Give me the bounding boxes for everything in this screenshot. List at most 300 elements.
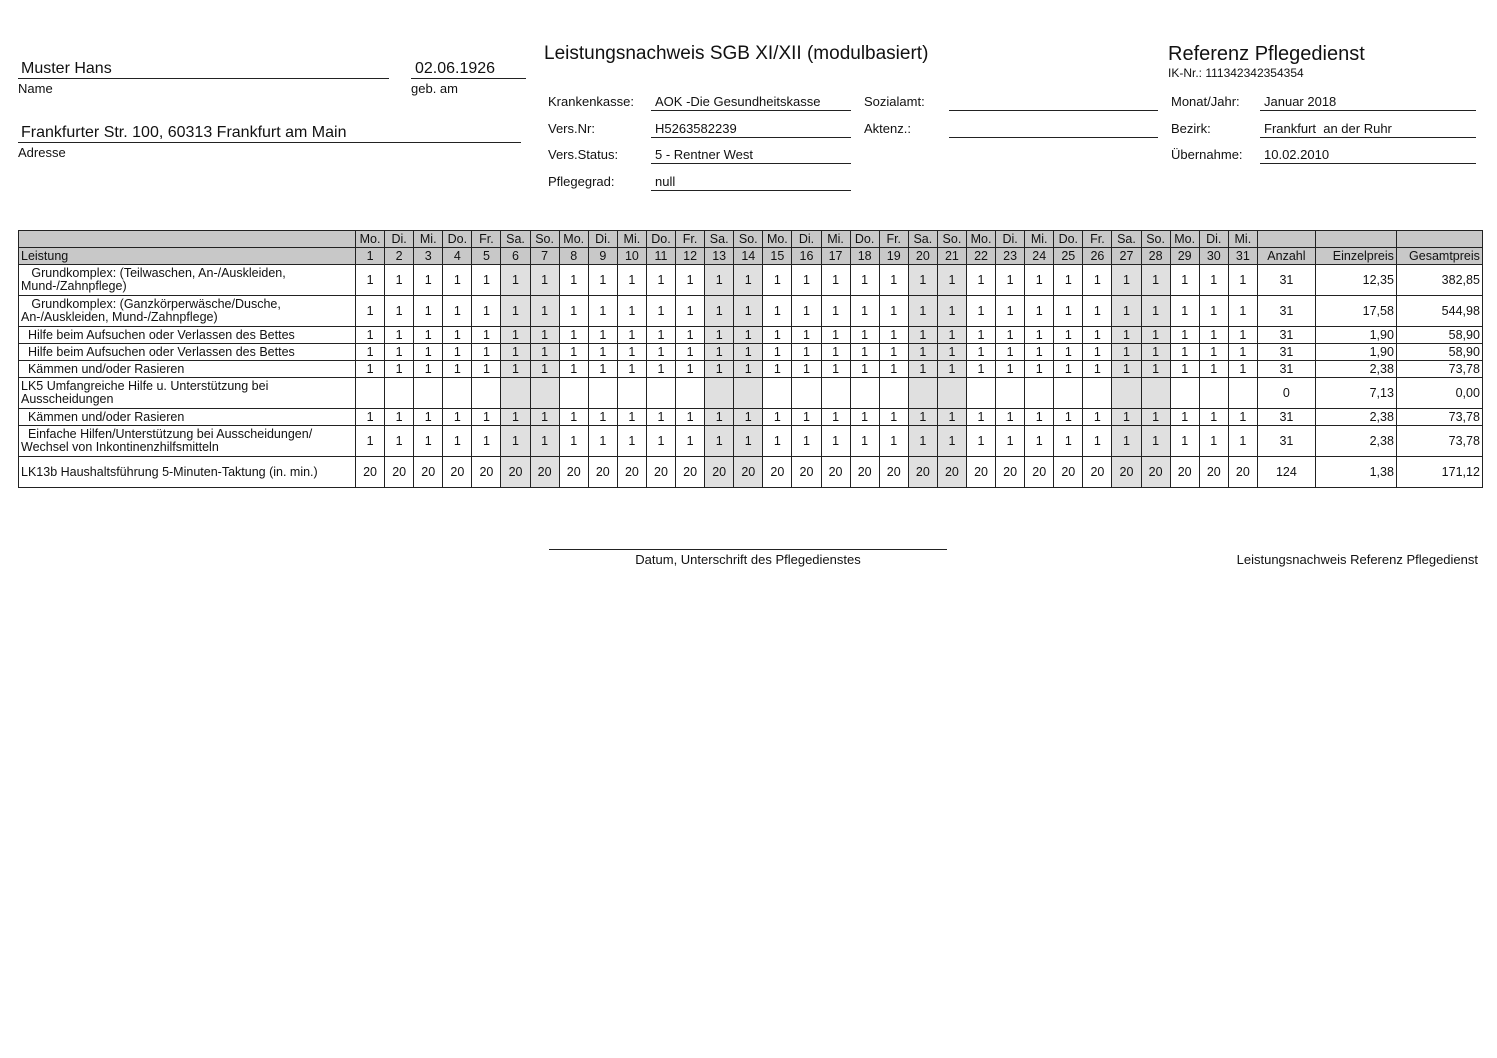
day-value-cell: 1 bbox=[734, 327, 763, 344]
day-value-cell: 1 bbox=[676, 265, 705, 296]
uebernahme-value: 10.02.2010 bbox=[1260, 147, 1476, 164]
day-number-cell: 10 bbox=[617, 248, 646, 265]
day-value-cell: 20 bbox=[356, 457, 385, 488]
weekday-cell: Mi. bbox=[414, 231, 443, 248]
einzelpreis-cell: 7,13 bbox=[1315, 378, 1396, 409]
day-number-cell: 26 bbox=[1083, 248, 1112, 265]
anzahl-cell: 31 bbox=[1257, 344, 1315, 361]
day-value-cell: 1 bbox=[356, 426, 385, 457]
day-number-cell: 15 bbox=[763, 248, 792, 265]
day-value-cell: 1 bbox=[1170, 344, 1199, 361]
day-value-cell: 1 bbox=[734, 409, 763, 426]
day-value-cell: 1 bbox=[879, 361, 908, 378]
day-value-cell: 1 bbox=[996, 327, 1025, 344]
leistung-cell: Kämmen und/oder Rasieren bbox=[19, 409, 356, 426]
day-value-cell: 1 bbox=[530, 361, 559, 378]
day-value-cell bbox=[734, 378, 763, 409]
day-value-cell: 1 bbox=[646, 296, 675, 327]
day-value-cell: 1 bbox=[937, 265, 966, 296]
day-value-cell: 1 bbox=[1228, 409, 1257, 426]
aktenz-value bbox=[949, 121, 1158, 138]
day-value-cell: 1 bbox=[763, 361, 792, 378]
weekday-cell: Mi. bbox=[1025, 231, 1054, 248]
krankenkasse-value: AOK -Die Gesundheitskasse bbox=[651, 94, 851, 111]
day-value-cell: 1 bbox=[443, 327, 472, 344]
monat-label: Monat/Jahr: bbox=[1171, 94, 1240, 109]
day-value-cell: 1 bbox=[472, 426, 501, 457]
day-value-cell: 1 bbox=[414, 409, 443, 426]
day-value-cell: 1 bbox=[850, 361, 879, 378]
day-value-cell: 1 bbox=[1025, 344, 1054, 361]
day-value-cell: 1 bbox=[501, 409, 530, 426]
day-value-cell: 1 bbox=[385, 327, 414, 344]
day-value-cell: 1 bbox=[559, 327, 588, 344]
day-value-cell: 1 bbox=[1083, 361, 1112, 378]
day-value-cell: 1 bbox=[676, 409, 705, 426]
day-value-cell: 20 bbox=[792, 457, 821, 488]
day-value-cell: 1 bbox=[821, 344, 850, 361]
day-value-cell: 1 bbox=[705, 296, 734, 327]
day-value-cell: 1 bbox=[908, 344, 937, 361]
anzahl-cell: 124 bbox=[1257, 457, 1315, 488]
day-value-cell bbox=[588, 378, 617, 409]
weekday-cell: Fr. bbox=[472, 231, 501, 248]
day-value-cell bbox=[908, 378, 937, 409]
day-value-cell: 1 bbox=[1083, 327, 1112, 344]
day-value-cell: 1 bbox=[1025, 361, 1054, 378]
day-value-cell: 1 bbox=[530, 327, 559, 344]
day-value-cell: 1 bbox=[588, 296, 617, 327]
day-value-cell: 1 bbox=[1141, 409, 1170, 426]
day-value-cell: 1 bbox=[1199, 265, 1228, 296]
day-value-cell: 1 bbox=[385, 344, 414, 361]
leistung-cell: Kämmen und/oder Rasieren bbox=[19, 361, 356, 378]
anzahl-cell: 31 bbox=[1257, 296, 1315, 327]
day-value-cell: 1 bbox=[356, 409, 385, 426]
weekday-header-row bbox=[19, 231, 1483, 248]
day-value-cell bbox=[763, 378, 792, 409]
provider-name: Referenz Pflegedienst bbox=[1168, 43, 1365, 65]
service-table bbox=[18, 230, 1483, 488]
day-value-cell: 1 bbox=[1141, 344, 1170, 361]
table-row bbox=[19, 426, 1483, 457]
day-value-cell: 20 bbox=[617, 457, 646, 488]
day-value-cell bbox=[1112, 378, 1141, 409]
day-value-cell: 1 bbox=[850, 296, 879, 327]
day-value-cell: 1 bbox=[1054, 344, 1083, 361]
day-value-cell: 1 bbox=[1141, 327, 1170, 344]
day-value-cell: 20 bbox=[1170, 457, 1199, 488]
day-value-cell bbox=[1025, 378, 1054, 409]
weekday-cell: Do. bbox=[646, 231, 675, 248]
day-value-cell: 1 bbox=[996, 265, 1025, 296]
weekday-cell: Mo. bbox=[559, 231, 588, 248]
day-value-cell: 1 bbox=[443, 344, 472, 361]
day-number-cell: 31 bbox=[1228, 248, 1257, 265]
weekday-cell: Mo. bbox=[966, 231, 995, 248]
day-value-cell: 1 bbox=[1141, 265, 1170, 296]
pflegegrad-label: Pflegegrad: bbox=[548, 174, 615, 189]
day-value-cell: 1 bbox=[937, 344, 966, 361]
day-value-cell: 1 bbox=[966, 265, 995, 296]
day-value-cell: 1 bbox=[646, 361, 675, 378]
day-value-cell: 1 bbox=[705, 265, 734, 296]
day-value-cell bbox=[385, 378, 414, 409]
weekday-cell: So. bbox=[530, 231, 559, 248]
day-value-cell: 1 bbox=[966, 344, 995, 361]
anzahl-cell: 0 bbox=[1257, 378, 1315, 409]
day-header-row bbox=[19, 248, 1483, 265]
day-value-cell: 1 bbox=[530, 296, 559, 327]
day-value-cell: 20 bbox=[443, 457, 472, 488]
day-value-cell: 1 bbox=[996, 344, 1025, 361]
anzahl-header-blank bbox=[1257, 231, 1315, 248]
weekday-cell: Mi. bbox=[1228, 231, 1257, 248]
day-value-cell: 20 bbox=[1141, 457, 1170, 488]
day-value-cell: 1 bbox=[501, 426, 530, 457]
day-value-cell: 1 bbox=[559, 426, 588, 457]
day-value-cell: 1 bbox=[385, 409, 414, 426]
day-value-cell: 1 bbox=[1083, 409, 1112, 426]
day-value-cell: 1 bbox=[443, 426, 472, 457]
day-value-cell: 1 bbox=[705, 344, 734, 361]
day-value-cell: 1 bbox=[472, 344, 501, 361]
day-value-cell: 1 bbox=[617, 361, 646, 378]
weekday-cell: Do. bbox=[1054, 231, 1083, 248]
day-number-cell: 2 bbox=[385, 248, 414, 265]
day-value-cell: 1 bbox=[646, 344, 675, 361]
day-value-cell: 1 bbox=[646, 409, 675, 426]
day-value-cell: 1 bbox=[588, 426, 617, 457]
day-value-cell: 1 bbox=[472, 327, 501, 344]
day-value-cell bbox=[792, 378, 821, 409]
weekday-cell: Mi. bbox=[821, 231, 850, 248]
weekday-cell: Di. bbox=[996, 231, 1025, 248]
weekday-cell: Mo. bbox=[1170, 231, 1199, 248]
day-value-cell bbox=[501, 378, 530, 409]
anzahl-header: Anzahl bbox=[1257, 248, 1315, 265]
day-value-cell: 1 bbox=[1228, 265, 1257, 296]
day-value-cell: 1 bbox=[705, 327, 734, 344]
table-row bbox=[19, 457, 1483, 488]
day-value-cell: 20 bbox=[705, 457, 734, 488]
weekday-cell: Di. bbox=[792, 231, 821, 248]
table-row bbox=[19, 409, 1483, 426]
weekday-cell: Sa. bbox=[908, 231, 937, 248]
day-value-cell: 1 bbox=[1054, 409, 1083, 426]
day-value-cell: 1 bbox=[646, 265, 675, 296]
weekday-cell: So. bbox=[734, 231, 763, 248]
day-value-cell: 1 bbox=[1054, 265, 1083, 296]
day-value-cell: 1 bbox=[501, 265, 530, 296]
day-value-cell: 1 bbox=[1054, 327, 1083, 344]
day-number-cell: 16 bbox=[792, 248, 821, 265]
day-number-cell: 23 bbox=[996, 248, 1025, 265]
day-value-cell: 1 bbox=[414, 344, 443, 361]
weekday-cell: Fr. bbox=[676, 231, 705, 248]
day-value-cell bbox=[356, 378, 385, 409]
day-value-cell: 1 bbox=[1112, 426, 1141, 457]
day-value-cell: 20 bbox=[821, 457, 850, 488]
day-value-cell: 20 bbox=[1025, 457, 1054, 488]
day-value-cell: 1 bbox=[617, 409, 646, 426]
day-number-cell: 21 bbox=[937, 248, 966, 265]
day-value-cell: 1 bbox=[734, 265, 763, 296]
day-value-cell: 1 bbox=[1228, 327, 1257, 344]
day-value-cell: 1 bbox=[559, 265, 588, 296]
day-value-cell: 1 bbox=[1083, 344, 1112, 361]
bezirk-value: Frankfurt an der Ruhr bbox=[1260, 121, 1476, 138]
day-value-cell: 20 bbox=[559, 457, 588, 488]
table-row bbox=[19, 344, 1483, 361]
day-value-cell: 1 bbox=[966, 409, 995, 426]
day-value-cell: 1 bbox=[617, 426, 646, 457]
day-value-cell: 1 bbox=[1170, 327, 1199, 344]
einzelpreis-cell: 1,90 bbox=[1315, 327, 1396, 344]
anzahl-cell: 31 bbox=[1257, 409, 1315, 426]
day-value-cell bbox=[414, 378, 443, 409]
day-number-cell: 28 bbox=[1141, 248, 1170, 265]
day-value-cell: 1 bbox=[734, 296, 763, 327]
weekday-cell: Mo. bbox=[763, 231, 792, 248]
day-number-cell: 18 bbox=[850, 248, 879, 265]
table-row bbox=[19, 265, 1483, 296]
weekday-cell: Sa. bbox=[501, 231, 530, 248]
day-value-cell: 1 bbox=[821, 265, 850, 296]
day-value-cell: 20 bbox=[676, 457, 705, 488]
bezirk-label: Bezirk: bbox=[1171, 121, 1211, 136]
day-value-cell: 1 bbox=[1170, 426, 1199, 457]
einzelpreis-cell: 1,38 bbox=[1315, 457, 1396, 488]
day-value-cell: 1 bbox=[1170, 296, 1199, 327]
weekday-cell: Sa. bbox=[705, 231, 734, 248]
einzelpreis-cell: 12,35 bbox=[1315, 265, 1396, 296]
dob-label: geb. am bbox=[411, 81, 458, 96]
day-number-cell: 17 bbox=[821, 248, 850, 265]
versstatus-label: Vers.Status: bbox=[548, 147, 619, 162]
day-value-cell: 1 bbox=[617, 265, 646, 296]
day-value-cell: 1 bbox=[734, 361, 763, 378]
day-value-cell: 1 bbox=[1170, 361, 1199, 378]
day-value-cell: 1 bbox=[414, 426, 443, 457]
day-value-cell: 1 bbox=[763, 327, 792, 344]
day-number-cell: 3 bbox=[414, 248, 443, 265]
day-value-cell: 1 bbox=[1054, 426, 1083, 457]
day-value-cell: 1 bbox=[1083, 296, 1112, 327]
day-value-cell: 1 bbox=[443, 361, 472, 378]
krankenkasse-label: Krankenkasse: bbox=[548, 94, 634, 109]
day-value-cell bbox=[472, 378, 501, 409]
day-value-cell: 1 bbox=[850, 344, 879, 361]
day-number-cell: 12 bbox=[676, 248, 705, 265]
patient-name: Muster Hans bbox=[18, 60, 389, 79]
table-row bbox=[19, 327, 1483, 344]
day-value-cell: 20 bbox=[850, 457, 879, 488]
day-number-cell: 4 bbox=[443, 248, 472, 265]
day-value-cell: 1 bbox=[1054, 296, 1083, 327]
gesamtpreis-header: Gesamtpreis bbox=[1396, 248, 1482, 265]
day-value-cell: 20 bbox=[966, 457, 995, 488]
day-value-cell: 1 bbox=[1112, 327, 1141, 344]
day-value-cell bbox=[705, 378, 734, 409]
day-value-cell: 1 bbox=[1083, 265, 1112, 296]
day-value-cell: 1 bbox=[908, 361, 937, 378]
einzelpreis-cell: 2,38 bbox=[1315, 409, 1396, 426]
weekday-cell: Mo. bbox=[356, 231, 385, 248]
day-value-cell: 1 bbox=[472, 409, 501, 426]
day-value-cell: 1 bbox=[996, 296, 1025, 327]
weekday-cell: Sa. bbox=[1112, 231, 1141, 248]
day-value-cell: 1 bbox=[1025, 327, 1054, 344]
day-value-cell: 20 bbox=[646, 457, 675, 488]
day-value-cell: 1 bbox=[937, 296, 966, 327]
leistung-cell: Grundkomplex: (Teilwaschen, An-/Auskleiden, Mund-/Zahnpflege) bbox=[19, 265, 356, 296]
day-value-cell bbox=[530, 378, 559, 409]
day-value-cell: 20 bbox=[414, 457, 443, 488]
day-value-cell: 1 bbox=[850, 265, 879, 296]
day-value-cell: 1 bbox=[937, 361, 966, 378]
day-value-cell: 1 bbox=[443, 409, 472, 426]
gesamtpreis-cell: 73,78 bbox=[1396, 361, 1482, 378]
day-number-cell: 6 bbox=[501, 248, 530, 265]
day-number-cell: 11 bbox=[646, 248, 675, 265]
table-row bbox=[19, 378, 1483, 409]
signature-label: Datum, Unterschrift des Pflegedienstes bbox=[635, 552, 861, 567]
aktenz-label: Aktenz.: bbox=[864, 121, 911, 136]
day-value-cell: 1 bbox=[1025, 426, 1054, 457]
day-value-cell: 1 bbox=[646, 327, 675, 344]
day-value-cell: 1 bbox=[1228, 344, 1257, 361]
signature-line bbox=[549, 549, 947, 550]
day-value-cell: 1 bbox=[908, 265, 937, 296]
anzahl-cell: 31 bbox=[1257, 327, 1315, 344]
day-value-cell: 1 bbox=[879, 344, 908, 361]
day-value-cell: 1 bbox=[472, 296, 501, 327]
address-label: Adresse bbox=[18, 145, 66, 160]
day-value-cell: 1 bbox=[879, 409, 908, 426]
day-value-cell: 20 bbox=[501, 457, 530, 488]
day-value-cell: 1 bbox=[617, 327, 646, 344]
document-title: Leistungsnachweis SGB XI/XII (modulbasiert) bbox=[544, 43, 929, 64]
day-value-cell: 1 bbox=[646, 426, 675, 457]
day-value-cell: 1 bbox=[821, 426, 850, 457]
day-value-cell: 1 bbox=[1141, 296, 1170, 327]
day-number-cell: 14 bbox=[734, 248, 763, 265]
sozialamt-value bbox=[949, 94, 1158, 111]
versnr-value: H5263582239 bbox=[651, 121, 851, 138]
day-value-cell bbox=[676, 378, 705, 409]
day-value-cell bbox=[996, 378, 1025, 409]
einzelpreis-cell: 2,38 bbox=[1315, 426, 1396, 457]
day-value-cell: 1 bbox=[821, 361, 850, 378]
day-value-cell: 1 bbox=[966, 361, 995, 378]
day-value-cell: 1 bbox=[414, 265, 443, 296]
day-value-cell: 1 bbox=[501, 327, 530, 344]
day-value-cell bbox=[850, 378, 879, 409]
weekday-cell: Do. bbox=[850, 231, 879, 248]
weekday-cell: Di. bbox=[385, 231, 414, 248]
patient-dob: 02.06.1926 bbox=[411, 60, 526, 79]
day-value-cell bbox=[646, 378, 675, 409]
day-value-cell bbox=[1170, 378, 1199, 409]
day-value-cell: 1 bbox=[530, 265, 559, 296]
day-value-cell: 1 bbox=[588, 265, 617, 296]
day-value-cell: 1 bbox=[937, 426, 966, 457]
day-value-cell bbox=[1141, 378, 1170, 409]
day-number-cell: 13 bbox=[705, 248, 734, 265]
weekday-cell: Di. bbox=[588, 231, 617, 248]
day-value-cell: 20 bbox=[385, 457, 414, 488]
gesamtpreis-cell: 58,90 bbox=[1396, 327, 1482, 344]
day-value-cell: 20 bbox=[996, 457, 1025, 488]
day-value-cell: 1 bbox=[763, 409, 792, 426]
day-value-cell: 1 bbox=[879, 265, 908, 296]
day-number-cell: 24 bbox=[1025, 248, 1054, 265]
day-value-cell: 1 bbox=[1025, 265, 1054, 296]
day-value-cell: 1 bbox=[385, 296, 414, 327]
footer-right-label: Leistungsnachweis Referenz Pflegedienst bbox=[1236, 552, 1478, 567]
day-value-cell: 1 bbox=[1199, 344, 1228, 361]
day-value-cell: 1 bbox=[1199, 409, 1228, 426]
day-value-cell bbox=[559, 378, 588, 409]
leistung-cell: LK5 Umfangreiche Hilfe u. Unterstützung bei Ausscheidungen bbox=[19, 378, 356, 409]
day-value-cell: 1 bbox=[443, 265, 472, 296]
day-value-cell: 1 bbox=[385, 361, 414, 378]
day-value-cell: 1 bbox=[356, 327, 385, 344]
day-value-cell: 1 bbox=[792, 265, 821, 296]
day-value-cell: 20 bbox=[1199, 457, 1228, 488]
sozialamt-label: Sozialamt: bbox=[864, 94, 925, 109]
day-value-cell bbox=[879, 378, 908, 409]
einzelpreis-cell: 17,58 bbox=[1315, 296, 1396, 327]
day-value-cell: 1 bbox=[559, 344, 588, 361]
day-value-cell: 1 bbox=[356, 265, 385, 296]
day-value-cell: 1 bbox=[937, 327, 966, 344]
day-value-cell: 1 bbox=[937, 409, 966, 426]
day-value-cell: 1 bbox=[1112, 344, 1141, 361]
day-number-cell: 25 bbox=[1054, 248, 1083, 265]
day-number-cell: 27 bbox=[1112, 248, 1141, 265]
uebernahme-label: Übernahme: bbox=[1171, 147, 1243, 162]
day-value-cell: 20 bbox=[1083, 457, 1112, 488]
day-number-cell: 19 bbox=[879, 248, 908, 265]
day-value-cell: 1 bbox=[617, 344, 646, 361]
day-value-cell: 1 bbox=[1199, 361, 1228, 378]
weekday-cell: Mi. bbox=[617, 231, 646, 248]
day-value-cell: 1 bbox=[1228, 426, 1257, 457]
day-value-cell: 1 bbox=[1199, 296, 1228, 327]
day-value-cell: 1 bbox=[792, 296, 821, 327]
day-value-cell: 1 bbox=[559, 361, 588, 378]
einzelpreis-cell: 1,90 bbox=[1315, 344, 1396, 361]
day-value-cell: 1 bbox=[850, 327, 879, 344]
weekday-cell: Do. bbox=[443, 231, 472, 248]
weekday-cell: Fr. bbox=[1083, 231, 1112, 248]
anzahl-cell: 31 bbox=[1257, 361, 1315, 378]
einzel-header-blank bbox=[1315, 231, 1396, 248]
day-number-cell: 20 bbox=[908, 248, 937, 265]
day-value-cell: 1 bbox=[850, 409, 879, 426]
day-value-cell: 1 bbox=[1228, 361, 1257, 378]
leistung-cell: Einfache Hilfen/Unterstützung bei Ausscheidungen/ Wechsel von Inkontinenzhilfsmitteln bbox=[19, 426, 356, 457]
day-value-cell: 20 bbox=[588, 457, 617, 488]
leistung-cell: Grundkomplex: (Ganzkörperwäsche/Dusche, An-/Auskleiden, Mund-/Zahnpflege) bbox=[19, 296, 356, 327]
day-value-cell bbox=[1228, 378, 1257, 409]
day-value-cell bbox=[1083, 378, 1112, 409]
gesamtpreis-cell: 58,90 bbox=[1396, 344, 1482, 361]
day-value-cell: 1 bbox=[821, 296, 850, 327]
day-value-cell: 20 bbox=[530, 457, 559, 488]
